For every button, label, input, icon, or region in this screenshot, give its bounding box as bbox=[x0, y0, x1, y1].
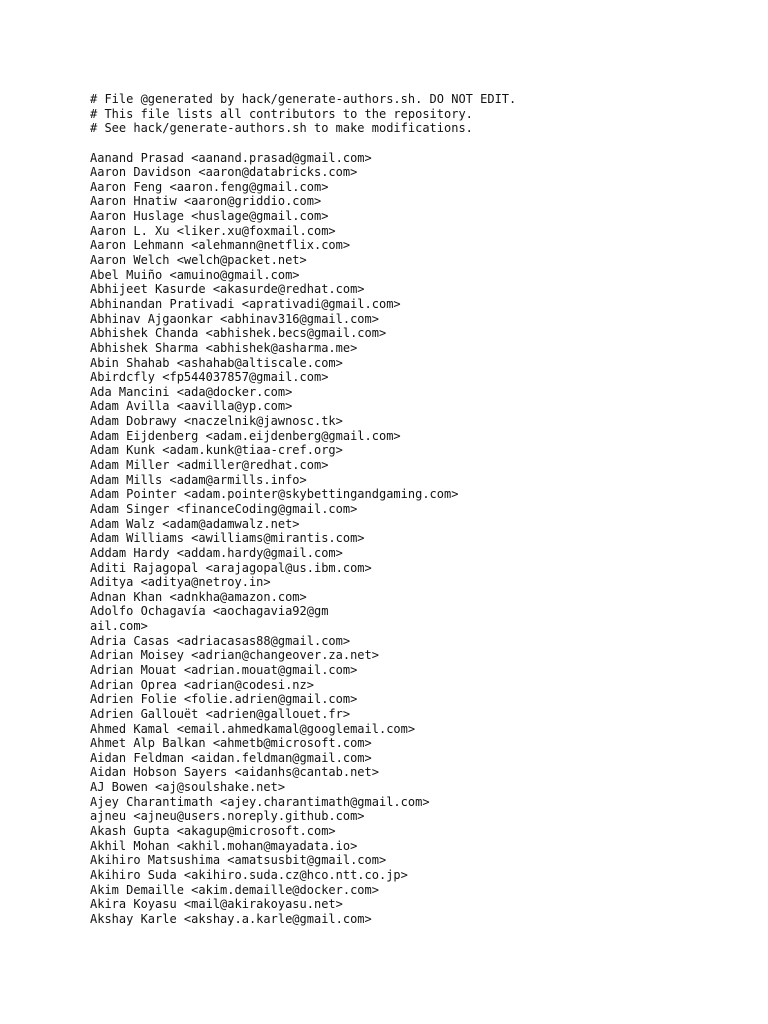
author-entry: Aaron L. Xu <liker.xu@foxmail.com> bbox=[90, 223, 336, 238]
author-entry: Adam Mills <adam@armills.info> bbox=[90, 472, 307, 487]
author-entry: Addam Hardy <addam.hardy@gmail.com> bbox=[90, 545, 343, 560]
author-entry: Aanand Prasad <aanand.prasad@gmail.com> bbox=[90, 150, 372, 165]
author-entry: Adrian Oprea <adrian@codesi.nz> bbox=[90, 677, 314, 692]
author-entry: Adam Avilla <aavilla@yp.com> bbox=[90, 399, 293, 414]
author-entry: Abel Muiño <amuino@gmail.com> bbox=[90, 267, 300, 282]
author-entry: Aditya <aditya@netroy.in> bbox=[90, 575, 271, 590]
author-entry: Abhijeet Kasurde <akasurde@redhat.com> bbox=[90, 282, 365, 297]
author-entry: Akshay Karle <akshay.a.karle@gmail.com> bbox=[90, 911, 372, 926]
author-entry: Adam Kunk <adam.kunk@tiaa-cref.org> bbox=[90, 443, 343, 458]
author-entry: Abhishek Sharma <abhishek@asharma.me> bbox=[90, 340, 358, 355]
author-entry: Abhinav Ajgaonkar <abhinav316@gmail.com> bbox=[90, 311, 379, 326]
author-entry: Akhil Mohan <akhil.mohan@mayadata.io> bbox=[90, 838, 358, 853]
blank-line bbox=[90, 136, 750, 151]
author-entry: Aaron Feng <aaron.feng@gmail.com> bbox=[90, 179, 329, 194]
author-entry: Adam Williams <awilliams@mirantis.com> bbox=[90, 531, 365, 546]
header-comment-line: # This file lists all contributors to the repository. bbox=[90, 106, 473, 121]
author-entry: Akihiro Matsushima <amatsusbit@gmail.com> bbox=[90, 853, 387, 868]
author-entry: Abhinandan Prativadi <aprativadi@gmail.com> bbox=[90, 296, 401, 311]
author-entry: Aaron Hnatiw <aaron@griddio.com> bbox=[90, 194, 322, 209]
author-entry: Aidan Feldman <aidan.feldman@gmail.com> bbox=[90, 750, 372, 765]
author-entry: Aaron Huslage <huslage@gmail.com> bbox=[90, 209, 329, 224]
author-entry: ajneu <ajneu@users.noreply.github.com> bbox=[90, 809, 365, 824]
author-entry: Adam Singer <financeCoding@gmail.com> bbox=[90, 501, 358, 516]
author-entry: Aditi Rajagopal <arajagopal@us.ibm.com> bbox=[90, 560, 372, 575]
author-entry: Adam Walz <adam@adamwalz.net> bbox=[90, 516, 300, 531]
author-entry: Aaron Davidson <aaron@databricks.com> bbox=[90, 165, 358, 180]
author-entry: Adam Dobrawy <naczelnik@jawnosc.tk> bbox=[90, 414, 343, 429]
author-list bbox=[90, 151, 750, 927]
header-comment-line: # See hack/generate-authors.sh to make modifications. bbox=[90, 121, 473, 136]
author-entry: Adnan Khan <adnkha@amazon.com> bbox=[90, 589, 307, 604]
author-entry: Adam Pointer <adam.pointer@skybettingandgaming.com> bbox=[90, 487, 459, 502]
authors-document bbox=[90, 92, 750, 927]
author-entry: Aaron Welch <welch@packet.net> bbox=[90, 253, 307, 268]
author-entry: Adam Eijdenberg <adam.eijdenberg@gmail.com> bbox=[90, 428, 401, 443]
author-entry: Adam Miller <admiller@redhat.com> bbox=[90, 458, 329, 473]
author-entry: Adrian Mouat <adrian.mouat@gmail.com> bbox=[90, 662, 358, 677]
author-entry: Aaron Lehmann <alehmann@netflix.com> bbox=[90, 238, 351, 253]
author-entry: Abin Shahab <ashahab@altiscale.com> bbox=[90, 355, 343, 370]
author-entry: Aidan Hobson Sayers <aidanhs@cantab.net> bbox=[90, 765, 379, 780]
author-entry: Adrian Moisey <adrian@changeover.za.net> bbox=[90, 648, 379, 663]
author-entry: Akira Koyasu <mail@akirakoyasu.net> bbox=[90, 897, 343, 912]
author-entry: Ahmet Alp Balkan <ahmetb@microsoft.com> bbox=[90, 736, 372, 751]
author-entry: Abhishek Chanda <abhishek.becs@gmail.com> bbox=[90, 326, 387, 341]
author-entry: Akash Gupta <akagup@microsoft.com> bbox=[90, 824, 336, 839]
author-entry: Abirdcfly <fp544037857@gmail.com> bbox=[90, 370, 329, 385]
author-entry: ail.com> bbox=[90, 619, 148, 634]
header-comments bbox=[90, 92, 750, 136]
author-entry: Adrien Folie <folie.adrien@gmail.com> bbox=[90, 692, 358, 707]
header-comment-line: # File @generated by hack/generate-authors.sh. DO NOT EDIT. bbox=[90, 92, 517, 106]
author-entry: Ajey Charantimath <ajey.charantimath@gmail.com> bbox=[90, 794, 430, 809]
author-entry: Ahmed Kamal <email.ahmedkamal@googlemail.com> bbox=[90, 721, 416, 736]
author-entry: Akihiro Suda <akihiro.suda.cz@hco.ntt.co.jp> bbox=[90, 867, 408, 882]
author-entry: Adria Casas <adriacasas88@gmail.com> bbox=[90, 633, 351, 648]
author-entry: Akim Demaille <akim.demaille@docker.com> bbox=[90, 882, 379, 897]
author-entry: Adolfo Ochagavía <aochagavia92@gm bbox=[90, 604, 329, 619]
author-entry: AJ Bowen <aj@soulshake.net> bbox=[90, 780, 286, 795]
author-entry: Adrien Gallouët <adrien@gallouet.fr> bbox=[90, 706, 351, 721]
author-entry: Ada Mancini <ada@docker.com> bbox=[90, 384, 293, 399]
